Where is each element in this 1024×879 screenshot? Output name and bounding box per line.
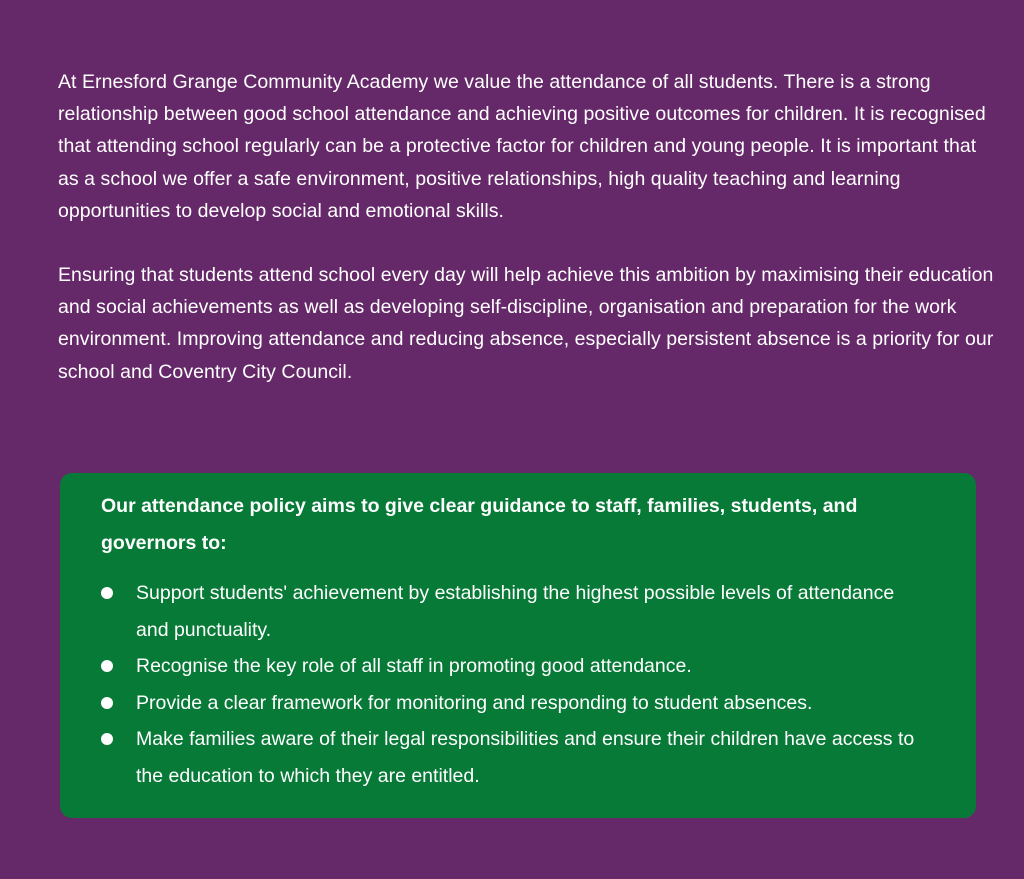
policy-aims-list [60,575,960,794]
policy-aims-intro: Our attendance policy aims to give clear guidance to staff, families, students, and governors to: [101,495,858,554]
bullet-icon [101,660,113,672]
bullet-icon [101,587,113,599]
intro-section [58,66,998,388]
bullet-icon [101,733,113,745]
policy-aim-list-item [60,721,960,794]
attendance-policy-aims-box [60,473,976,818]
policy-aim-list-item [60,575,960,648]
policy-aim-list-item [60,685,960,722]
intro-paragraph-2: Ensuring that students attend school every day will help achieve this ambition by maximising their education and social achievements as well as developing self-discipline, organisation and preparation for the work environment. Improving attendance and reducing absence, especially persistent absence is a priority for our school and Coventry City Council. [58,264,994,383]
policy-aim-text: Recognise the key role of all staff in promoting good attendance. [136,655,692,677]
policy-aim-text: Make families aware of their legal responsibilities and ensure their children have access to the education to which they are entitled. [136,728,915,787]
policy-aim-text: Support students' achievement by establishing the highest possible levels of attendance and punctuality. [136,582,895,641]
intro-paragraph-1: At Ernesford Grange Community Academy we value the attendance of all students. There is a strong relationship between good school attendance and achieving positive outcomes for children. It is recognised that attending school regularly can be a protective factor for children and young people. It is important that as a school we offer a safe environment, positive relationships, high quality teaching and learning opportunities to develop social and emotional skills. [58,71,986,222]
policy-aim-text: Provide a clear framework for monitoring and responding to student absences. [136,691,813,714]
policy-aim-list-item [60,648,960,685]
bullet-icon [101,697,113,709]
